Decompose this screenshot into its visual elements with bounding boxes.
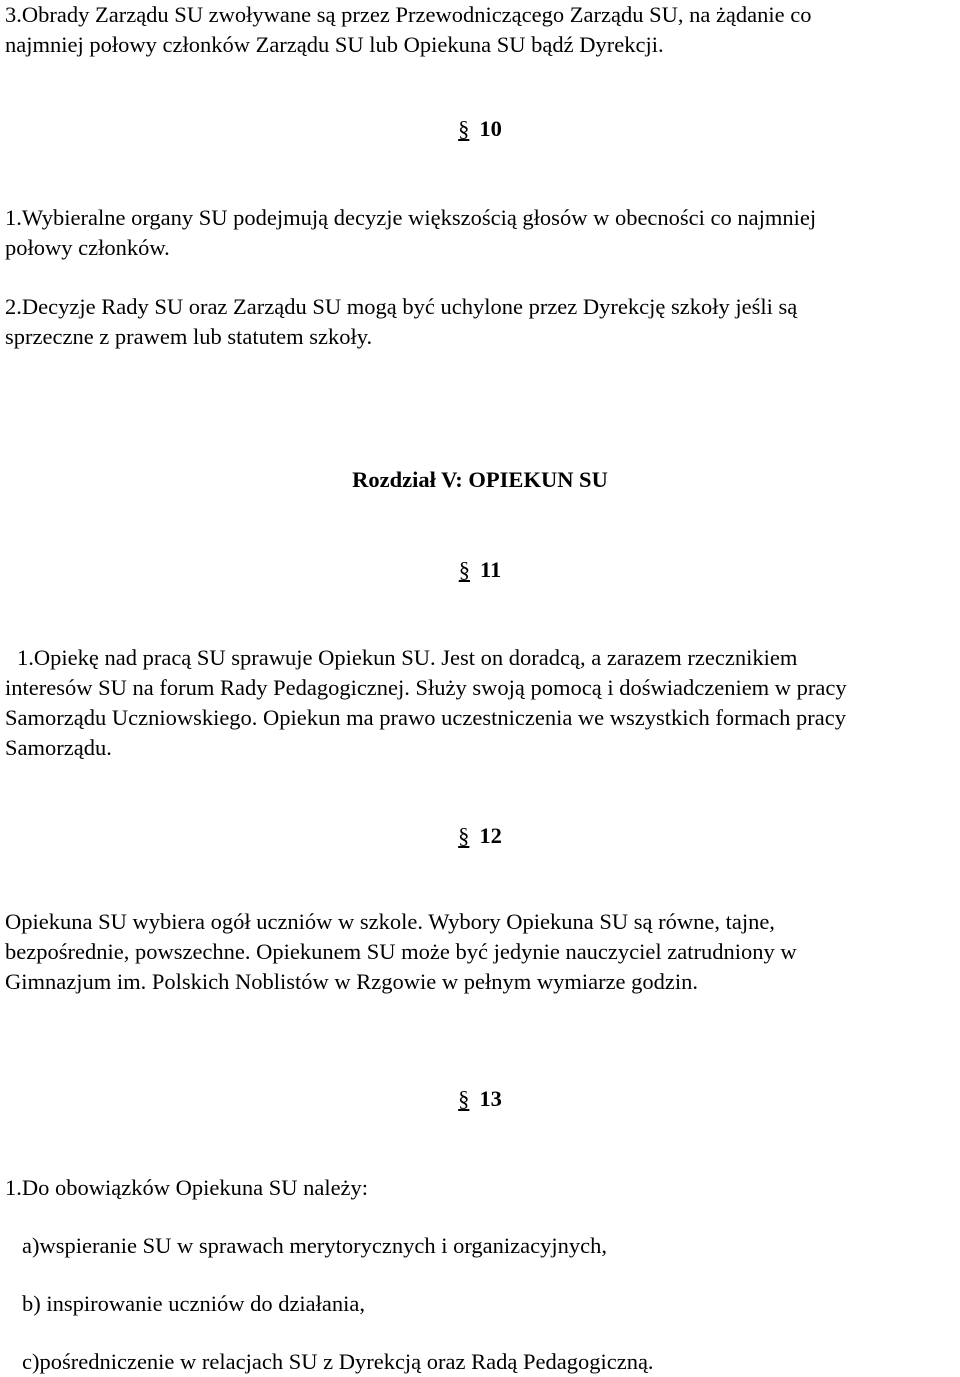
paragraph-number: 10 <box>479 116 502 141</box>
list-item: b) inspirowanie uczniów do działania, <box>22 1291 366 1316</box>
paragraph-sign: § <box>458 1086 470 1111</box>
text-line: najmniej połowy członków Zarządu SU lub Opiekuna SU bądź Dyrekcji. <box>5 32 664 57</box>
text-line: Samorządu. <box>5 735 112 760</box>
paragraph-number: 11 <box>479 557 502 582</box>
text-line: 1.Wybieralne organy SU podejmują decyzje większością głosów w obecności co najmniej <box>5 205 817 230</box>
paragraph-sign: § <box>458 116 470 141</box>
paragraph-number-13 <box>0 1084 960 1114</box>
text-line: Opiekuna SU wybiera ogół uczniów w szkole. Wybory Opiekuna SU są równe, tajne, <box>5 909 775 934</box>
text-line: 1.Do obowiązków Opiekuna SU należy: <box>5 1175 369 1200</box>
paragraph-number: 13 <box>479 1086 502 1111</box>
paragraph-number-12 <box>0 821 960 851</box>
text-line: Samorządu Uczniowskiego. Opiekun ma prawo uczestniczenia we wszystkich formach pracy <box>5 705 846 730</box>
text-line: 2.Decyzje Rady SU oraz Zarządu SU mogą być uchylone przez Dyrekcję szkoły jeśli są <box>5 294 798 319</box>
paragraph-number-11 <box>0 555 960 585</box>
text-line: interesów SU na forum Rady Pedagogicznej. Służy swoją pomocą i doświadczeniem w pracy <box>5 675 847 700</box>
text-line: bezpośrednie, powszechne. Opiekunem SU może być jedynie nauczyciel zatrudniony w <box>5 939 797 964</box>
paragraph-sign: § <box>458 557 470 582</box>
paragraph-sign: § <box>458 823 470 848</box>
paragraph-number: 12 <box>479 823 502 848</box>
list-item: a)wspieranie SU w sprawach merytorycznych i organizacyjnych, <box>22 1233 607 1258</box>
text-line: połowy członków. <box>5 235 170 260</box>
text-line: 3.Obrady Zarządu SU zwoływane są przez Przewodniczącego Zarządu SU, na żądanie co <box>5 2 812 27</box>
list-item: c)pośredniczenie w relacjach SU z Dyrekcją oraz Radą Pedagogiczną. <box>22 1349 654 1374</box>
paragraph-number-10 <box>0 114 960 144</box>
text-line: Gimnazjum im. Polskich Noblistów w Rzgowie w pełnym wymiarze godzin. <box>5 969 699 994</box>
chapter-heading: Rozdział V: OPIEKUN SU <box>352 467 608 492</box>
text-line: 1.Opiekę nad pracą SU sprawuje Opiekun SU. Jest on doradcą, a zarazem rzecznikiem <box>17 645 798 670</box>
text-line: sprzeczne z prawem lub statutem szkoły. <box>5 324 373 349</box>
